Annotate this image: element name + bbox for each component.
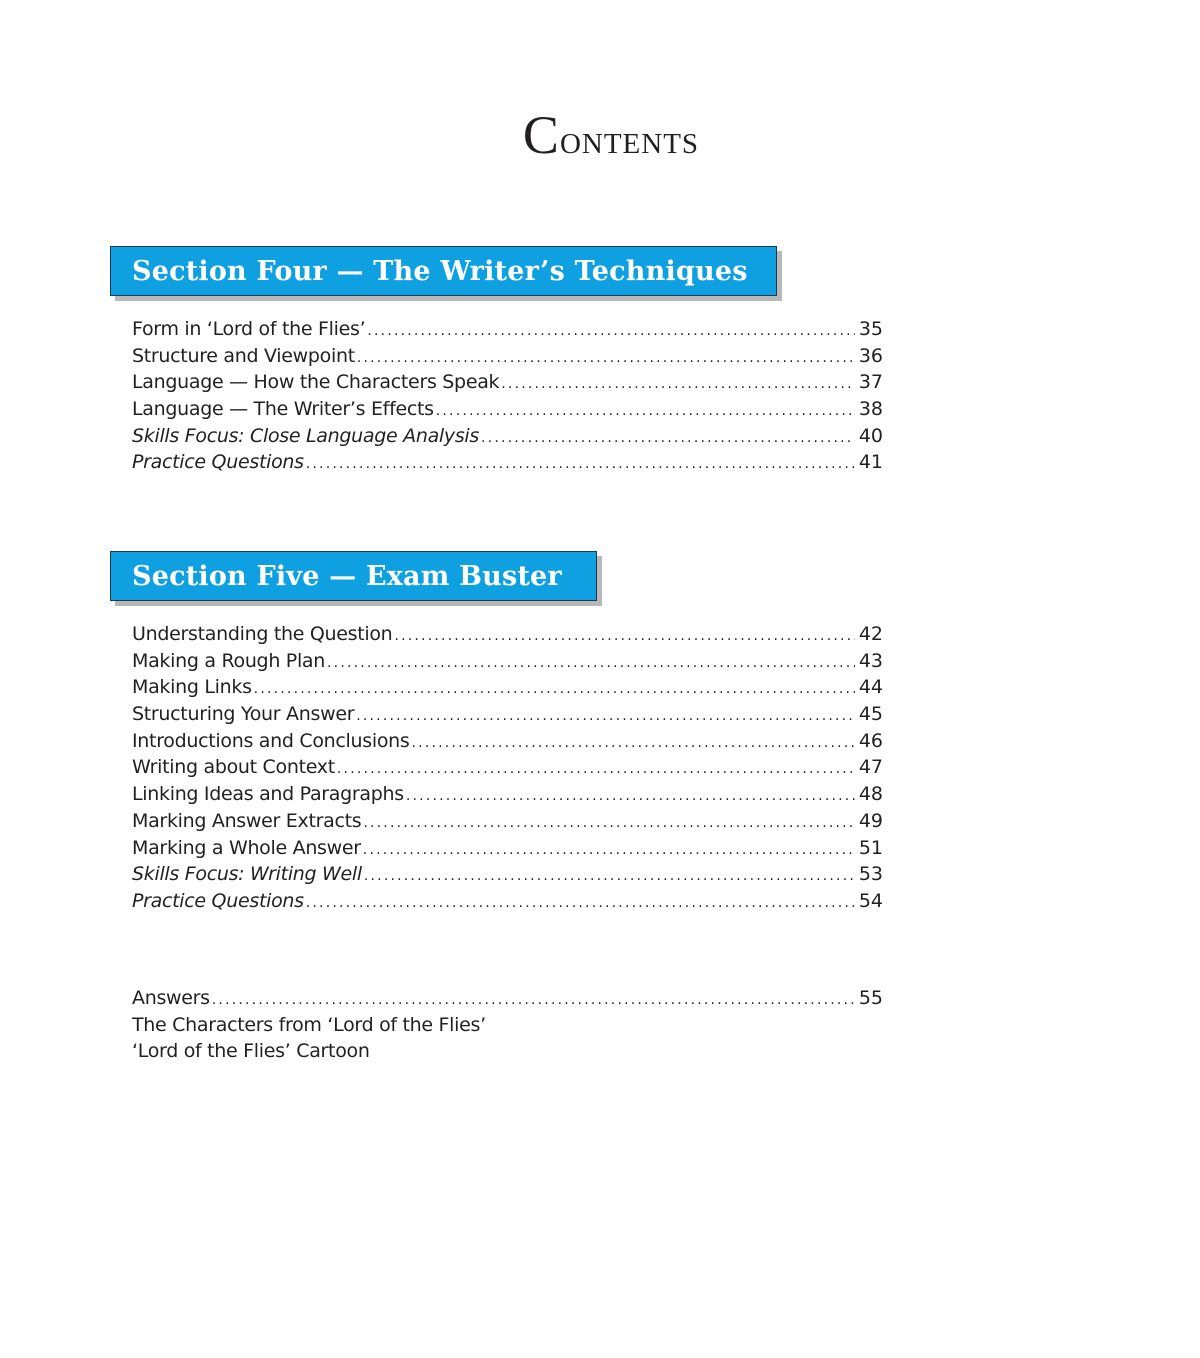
toc-entry-page: 43: [858, 649, 883, 672]
dot-leader: [337, 756, 855, 783]
section-five-toc: [132, 621, 883, 915]
toc-entry-page: 51: [858, 836, 883, 859]
toc-entry-page: 41: [858, 451, 883, 474]
dot-leader: [212, 987, 855, 1014]
toc-entry-cartoon[interactable]: [132, 1038, 883, 1065]
section-five-heading: Section Five — Exam Buster: [132, 560, 562, 592]
dot-leader: [306, 890, 855, 917]
dot-leader: [394, 623, 854, 650]
toc-entry-answers[interactable]: [132, 985, 883, 1012]
toc-entry-title: Skills Focus: Close Language Analysis: [132, 424, 480, 447]
toc-entry-title: Structure and Viewpoint: [132, 344, 355, 367]
dot-leader: [481, 425, 855, 452]
toc-entry-page: 40: [858, 424, 883, 447]
toc-entry-title: Understanding the Question: [132, 623, 393, 645]
toc-entry-page: 36: [858, 344, 883, 367]
dot-leader: [436, 398, 855, 425]
toc-entry-practice-questions-four[interactable]: [132, 449, 883, 476]
toc-entry-title: Structuring Your Answer: [132, 703, 355, 726]
toc-entry-page: 49: [858, 809, 883, 832]
page-title-rest: ontents: [559, 117, 700, 163]
toc-entry-page: 45: [858, 703, 883, 726]
toc-entry-form[interactable]: [132, 316, 883, 343]
toc-entry-page: 35: [858, 318, 883, 340]
dot-leader: [254, 676, 855, 703]
toc-entry-understanding-question[interactable]: [132, 621, 883, 648]
dot-leader: [364, 863, 855, 890]
section-four-toc: [132, 316, 883, 476]
toc-entry-title: Marking Answer Extracts: [132, 809, 362, 832]
toc-entry-title: Marking a Whole Answer: [132, 836, 361, 859]
page-title-initial: C: [522, 105, 560, 165]
toc-entry-page: 42: [858, 623, 883, 645]
toc-entry-page: 37: [858, 371, 883, 394]
toc-entry-page: 47: [858, 756, 883, 779]
dot-leader: [356, 703, 855, 730]
toc-entry-making-links[interactable]: [132, 674, 883, 701]
back-matter-toc: [132, 985, 883, 1065]
toc-entry-structure-viewpoint[interactable]: [132, 343, 883, 370]
section-four-heading: Section Four — The Writer’s Techniques: [132, 255, 748, 287]
toc-entry-title: Making a Rough Plan: [132, 649, 326, 672]
dot-leader: [412, 730, 855, 757]
toc-entry-title: ‘Lord of the Flies’ Cartoon: [132, 1040, 370, 1063]
toc-entry-introductions-conclusions[interactable]: [132, 728, 883, 755]
toc-entry-title: Form in ‘Lord of the Flies’: [132, 318, 366, 340]
toc-entry-page: 48: [858, 783, 883, 806]
dot-leader: [367, 318, 854, 345]
toc-entry-marking-whole-answer[interactable]: [132, 835, 883, 862]
toc-entry-page: 44: [858, 676, 883, 699]
toc-entry-title: Making Links: [132, 676, 252, 699]
toc-entry-writing-context[interactable]: [132, 754, 883, 781]
toc-entry-title: The Characters from ‘Lord of the Flies’: [132, 1013, 486, 1036]
toc-entry-language-effects[interactable]: [132, 396, 883, 423]
toc-entry-page: 46: [858, 729, 883, 752]
dot-leader: [327, 650, 855, 677]
toc-entry-linking-ideas[interactable]: [132, 781, 883, 808]
toc-entry-title: Practice Questions: [132, 889, 304, 912]
toc-entry-page: 38: [858, 398, 883, 421]
section-four-banner: [110, 246, 777, 296]
dot-leader: [363, 837, 855, 864]
dot-leader: [406, 783, 855, 810]
toc-entry-title: Language — The Writer’s Effects: [132, 398, 434, 421]
toc-entry-practice-questions-five[interactable]: [132, 888, 883, 915]
toc-entry-title: Skills Focus: Writing Well: [132, 863, 362, 886]
toc-entry-title: Language — How the Characters Speak: [132, 371, 500, 394]
toc-entry-page: 53: [858, 863, 883, 886]
dot-leader: [306, 451, 855, 478]
page-title: [0, 104, 1200, 166]
section-five-banner: [110, 551, 597, 601]
toc-entry-marking-extracts[interactable]: [132, 808, 883, 835]
toc-entry-title: Practice Questions: [132, 451, 304, 474]
toc-entry-title: Linking Ideas and Paragraphs: [132, 783, 404, 806]
toc-entry-title: Answers: [132, 987, 210, 1009]
toc-entry-page: 54: [858, 889, 883, 912]
dot-leader: [363, 810, 854, 837]
toc-entry-title: Introductions and Conclusions: [132, 729, 410, 752]
toc-entry-title: Writing about Context: [132, 756, 335, 779]
toc-entry-rough-plan[interactable]: [132, 648, 883, 675]
toc-entry-language-characters[interactable]: [132, 369, 883, 396]
dot-leader: [357, 345, 855, 372]
toc-entry-page: 55: [858, 987, 883, 1009]
toc-entry-characters[interactable]: [132, 1012, 883, 1039]
dot-leader: [501, 371, 855, 398]
toc-entry-skills-writing-well[interactable]: [132, 861, 883, 888]
toc-entry-skills-close-language[interactable]: [132, 423, 883, 450]
toc-entry-structuring-answer[interactable]: [132, 701, 883, 728]
